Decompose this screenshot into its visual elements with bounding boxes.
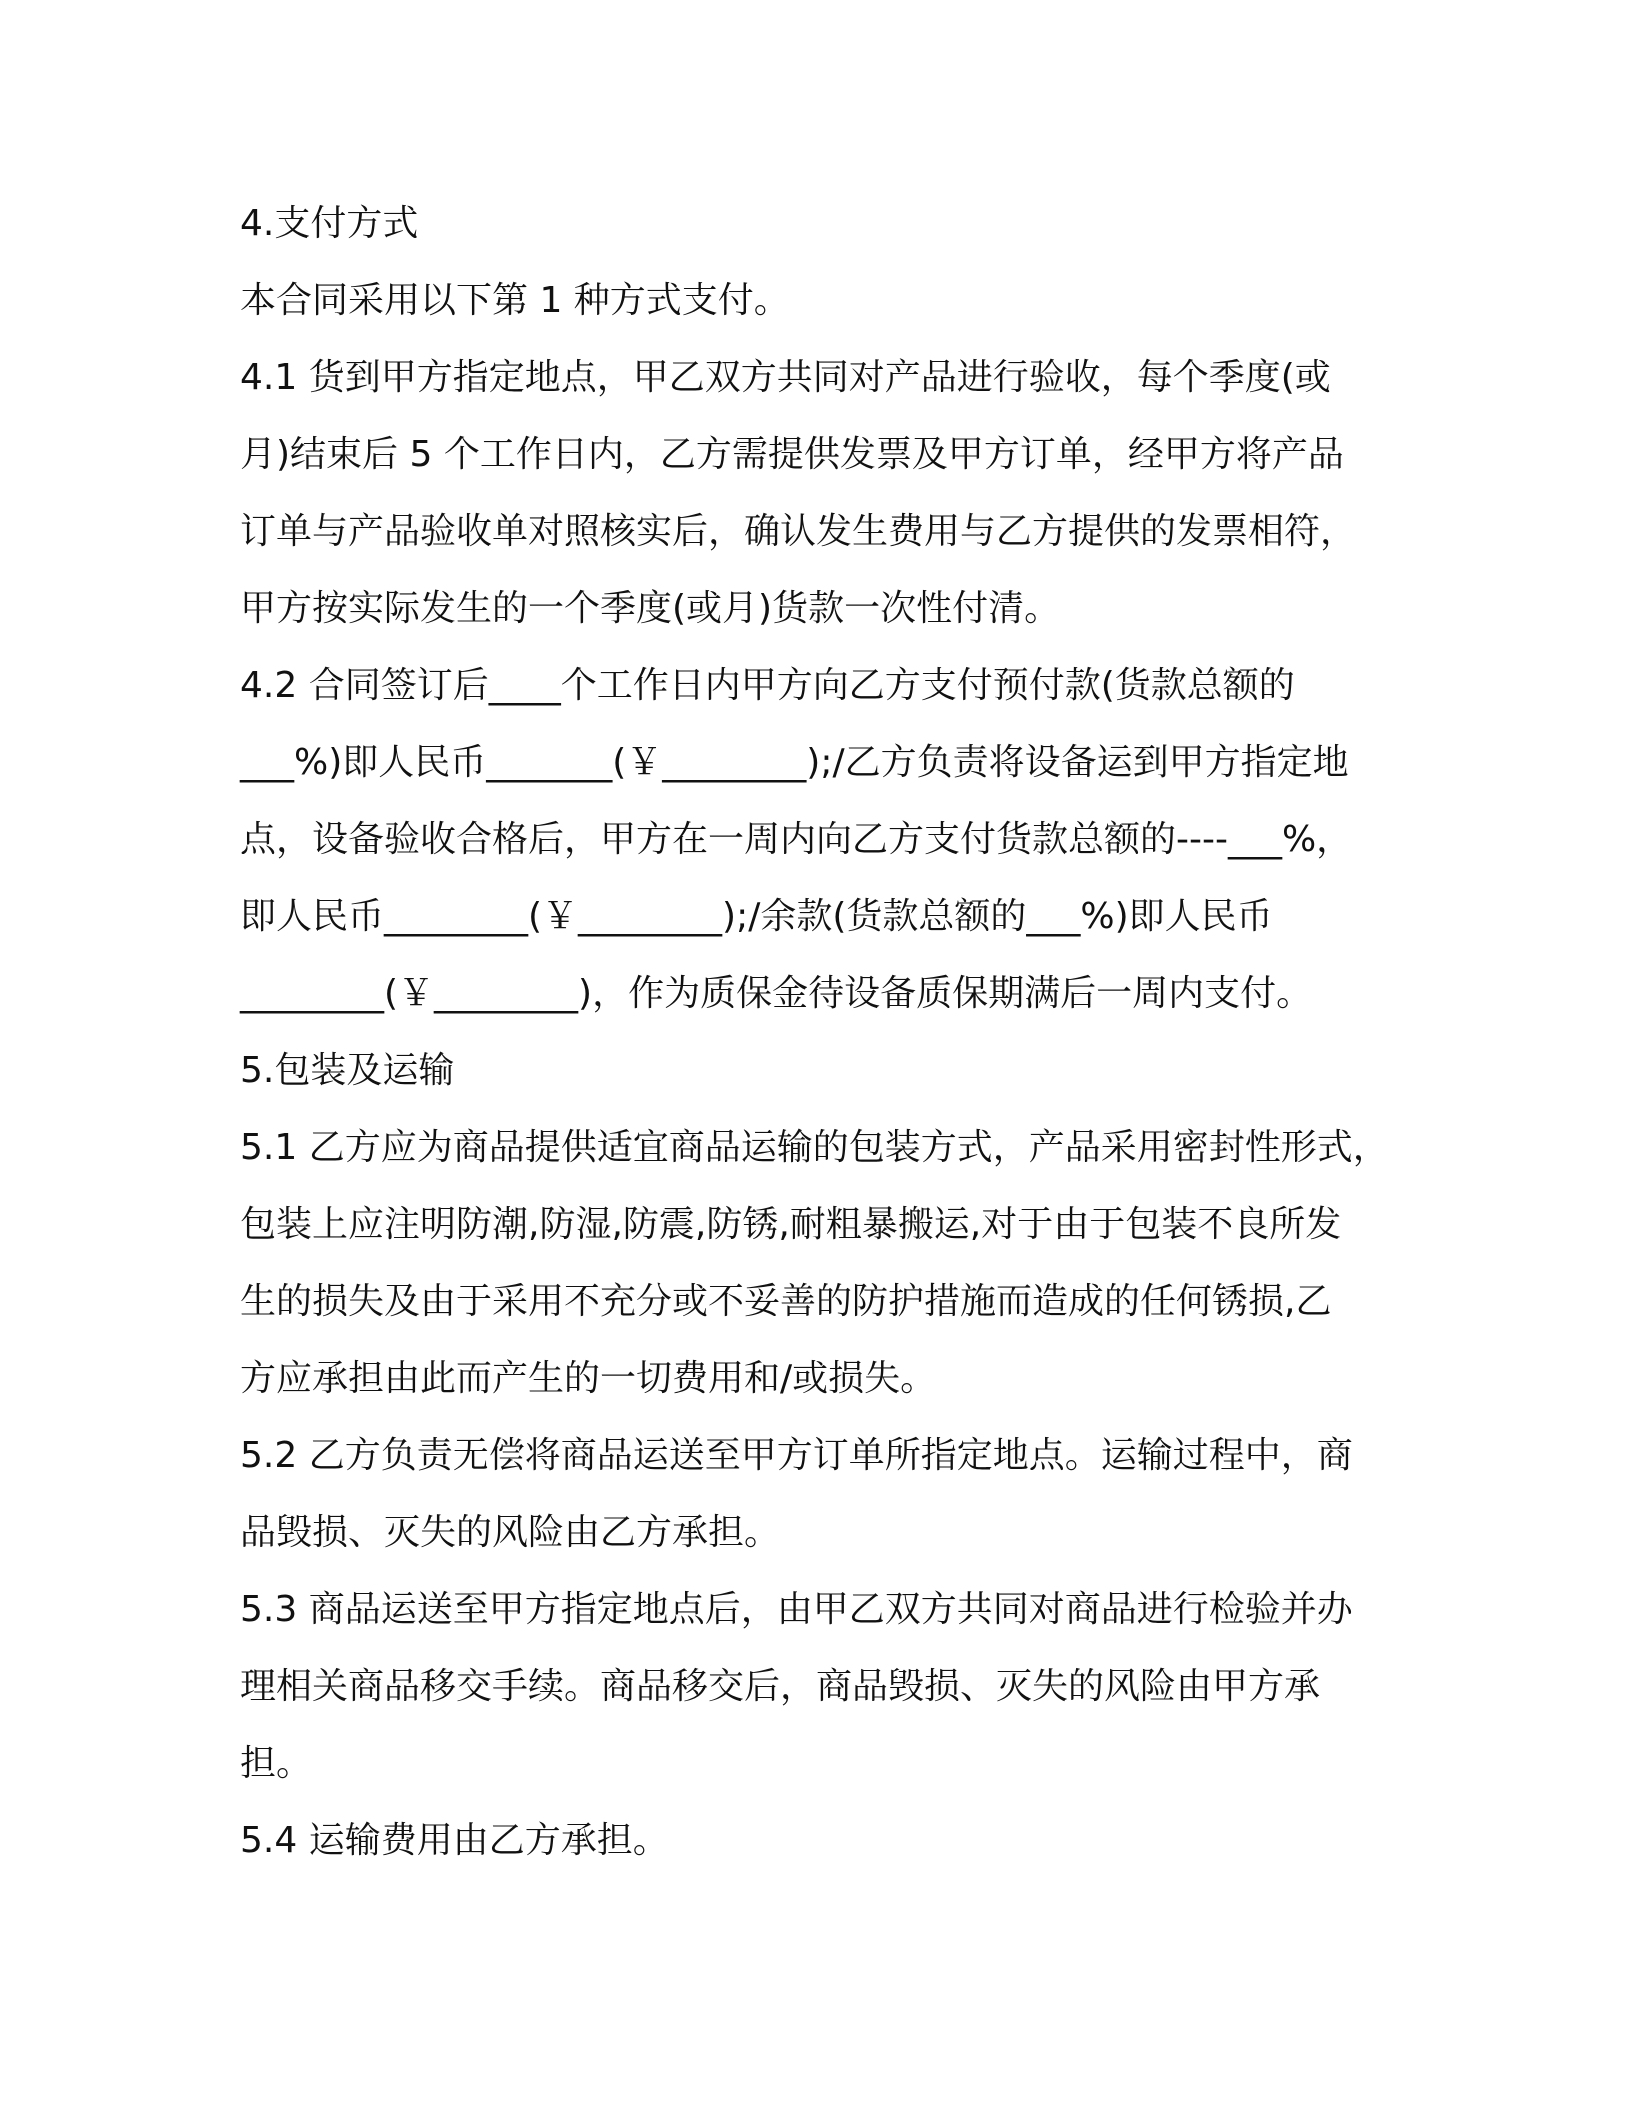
paragraph-line: 点，设备验收合格后，甲方在一周内向乙方支付货款总额的----___%， [240, 819, 1353, 860]
paragraph-line: 本合同采用以下第 1 种方式支付。 [240, 280, 790, 321]
paragraph-line: 品毁损、灭失的风险由乙方承担。 [240, 1512, 781, 1553]
paragraph-line: 5.4 运输费用由乙方承担。 [240, 1820, 669, 1861]
paragraph-line: 即人民币________(￥________);/余款(货款总额的___%)即人民币 [240, 896, 1273, 937]
paragraph-line: 方应承担由此而产生的一切费用和/或损失。 [240, 1358, 937, 1399]
paragraph-line: 生的损失及由于采用不充分或不妥善的防护措施而造成的任何锈损,乙 [240, 1281, 1332, 1322]
paragraph-line: 4.1 货到甲方指定地点，甲乙双方共同对产品进行验收，每个季度(或 [240, 357, 1331, 398]
paragraph-line: 5.2 乙方负责无偿将商品运送至甲方订单所指定地点。运输过程中，商 [240, 1435, 1353, 1476]
paragraph-line: ________(￥________)，作为质保金待设备质保期满后一周内支付。 [240, 973, 1313, 1014]
section-heading-payment: 4.支付方式 [240, 203, 419, 244]
paragraph-line: 订单与产品验收单对照核实后，确认发生费用与乙方提供的发票相符， [240, 511, 1357, 552]
paragraph-line: 包装上应注明防潮,防湿,防震,防锈,耐粗暴搬运,对于由于包装不良所发 [240, 1204, 1342, 1245]
paragraph-line: 5.3 商品运送至甲方指定地点后，由甲乙双方共同对商品进行检验并办 [240, 1589, 1353, 1630]
paragraph-line: 理相关商品移交手续。商品移交后，商品毁损、灭失的风险由甲方承 [240, 1666, 1321, 1707]
paragraph-line: 4.2 合同签订后____个工作日内甲方向乙方支付预付款(货款总额的 [240, 665, 1295, 706]
paragraph-line: 甲方按实际发生的一个季度(或月)货款一次性付清。 [240, 588, 1061, 629]
section-heading-packaging: 5.包装及运输 [240, 1050, 455, 1091]
paragraph-line: 月)结束后 5 个工作日内，乙方需提供发票及甲方订单，经甲方将产品 [240, 434, 1344, 475]
paragraph-line: 5.1 乙方应为商品提供适宜商品运输的包装方式，产品采用密封性形式， [240, 1127, 1389, 1168]
paragraph-line: 担。 [240, 1743, 313, 1784]
paragraph-line: ___%)即人民币_______(￥________);/乙方负责将设备运到甲方指定地 [240, 742, 1349, 783]
document-body [240, 185, 1420, 1879]
